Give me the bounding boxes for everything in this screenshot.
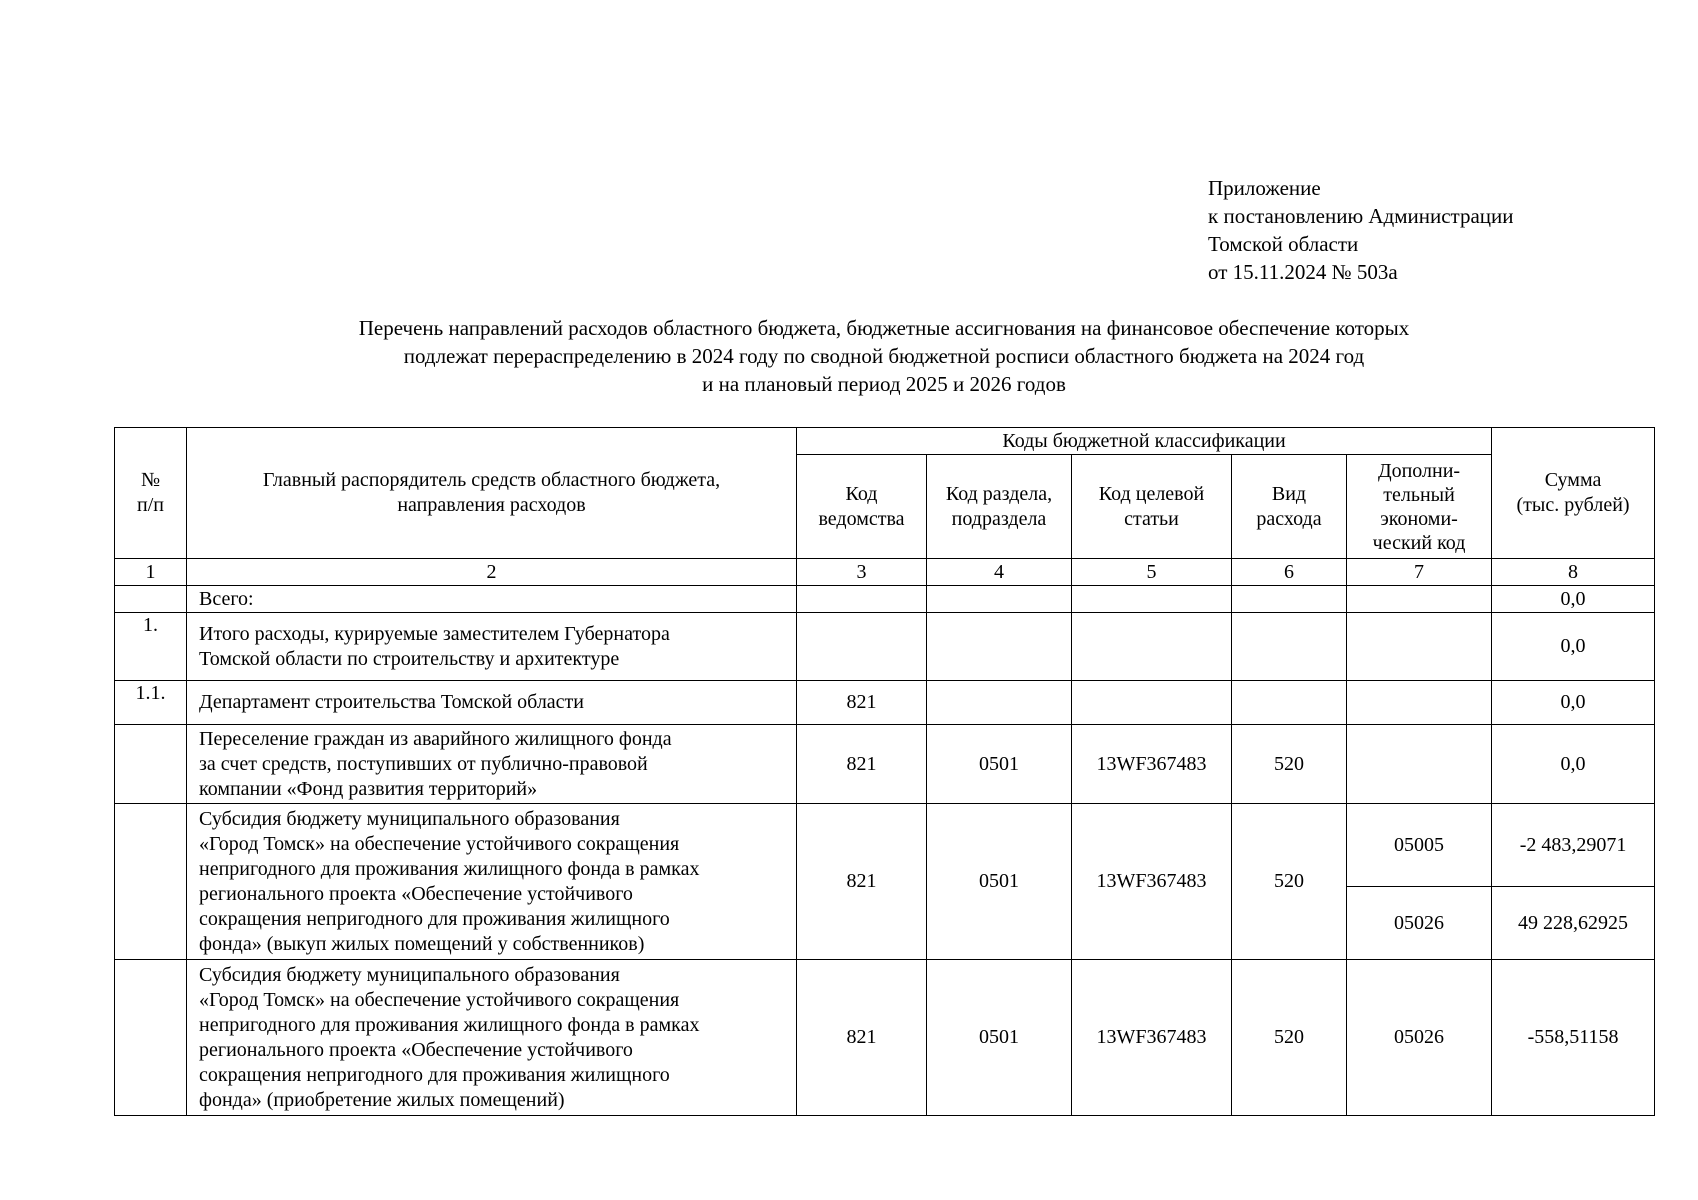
empty-cell bbox=[1347, 725, 1492, 804]
empty-cell bbox=[1072, 586, 1232, 613]
row-extra-code: 05026 bbox=[1347, 960, 1492, 1116]
table-row-buyout-subsidy bbox=[115, 804, 1655, 887]
row-name: Итого расходы, курируемые заместителем Губернатора Томской области по строительству и архитектуре bbox=[187, 613, 797, 681]
row-extra-code: 05026 bbox=[1347, 887, 1492, 960]
header-sum: Сумма (тыс. рублей) bbox=[1492, 428, 1655, 559]
row-target-code: 13WF367483 bbox=[1072, 725, 1232, 804]
row-sum: 0,0 bbox=[1492, 681, 1655, 725]
header-expense-type: Вид расхода bbox=[1232, 455, 1347, 559]
row-name: Департамент строительства Томской области bbox=[187, 681, 797, 725]
row-section-code: 0501 bbox=[927, 960, 1072, 1116]
table-row-department bbox=[115, 681, 1655, 725]
row-sum: -2 483,29071 bbox=[1492, 804, 1655, 887]
row-dept-code: 821 bbox=[797, 725, 927, 804]
row-expense-type: 520 bbox=[1232, 725, 1347, 804]
table-row-curator bbox=[115, 613, 1655, 681]
row-sum: 0,0 bbox=[1492, 613, 1655, 681]
row-num bbox=[115, 586, 187, 613]
header-num: № п/п bbox=[115, 428, 187, 559]
row-name: Переселение граждан из аварийного жилищного фонда за счет средств, поступивших от публично-правовой компании «Фонд развития территорий» bbox=[187, 725, 797, 804]
column-number: 7 bbox=[1347, 559, 1492, 586]
empty-cell bbox=[1072, 613, 1232, 681]
row-sum: 49 228,62925 bbox=[1492, 887, 1655, 960]
row-name: Субсидия бюджету муниципального образования «Город Томск» на обеспечение устойчивого сокращения непригодного для проживания жилищного фонда в рамках регионального проекта «Обеспечение устойчивого сокращения непригодного для проживания жилищного фонда» (выкуп жилых помещений у собственников) bbox=[187, 804, 797, 960]
table-row-purchase-subsidy bbox=[115, 960, 1655, 1116]
row-extra-code: 05005 bbox=[1347, 804, 1492, 887]
row-name: Субсидия бюджету муниципального образования «Город Томск» на обеспечение устойчивого сокращения непригодного для проживания жилищного фонда в рамках регионального проекта «Обеспечение устойчивого сокращения непригодного для проживания жилищного фонда» (приобретение жилых помещений) bbox=[187, 960, 797, 1116]
row-dept-code: 821 bbox=[797, 960, 927, 1116]
empty-cell bbox=[927, 586, 1072, 613]
column-number: 3 bbox=[797, 559, 927, 586]
empty-cell bbox=[927, 681, 1072, 725]
row-dept-code: 821 bbox=[797, 681, 927, 725]
appendix-line: Томской области bbox=[1208, 232, 1359, 256]
header-dept-code: Код ведомства bbox=[797, 455, 927, 559]
header-extra-code: Дополни- тельный экономи- ческий код bbox=[1347, 455, 1492, 559]
appendix-line: к постановлению Администрации bbox=[1208, 204, 1514, 228]
header-row bbox=[115, 428, 1655, 455]
empty-cell bbox=[797, 613, 927, 681]
title-line: подлежат перераспределению в 2024 году по сводной бюджетной росписи областного бюджета на 2024 год bbox=[403, 344, 1365, 368]
appendix-line: от 15.11.2024 № 503а bbox=[1208, 260, 1398, 284]
title-line: Перечень направлений расходов областного бюджета, бюджетные ассигнования на финансовое обеспечение которых bbox=[358, 316, 1410, 340]
empty-cell bbox=[1347, 613, 1492, 681]
table-row-resettlement bbox=[115, 725, 1655, 804]
empty-cell bbox=[1072, 681, 1232, 725]
empty-cell bbox=[1347, 681, 1492, 725]
row-section-code: 0501 bbox=[927, 725, 1072, 804]
empty-cell bbox=[927, 613, 1072, 681]
budget-table bbox=[114, 427, 1655, 1116]
header-codes-group: Коды бюджетной классификации bbox=[797, 428, 1492, 455]
appendix-line: Приложение bbox=[1208, 176, 1321, 200]
empty-cell bbox=[1232, 613, 1347, 681]
row-target-code: 13WF367483 bbox=[1072, 804, 1232, 960]
empty-cell bbox=[115, 804, 187, 960]
row-dept-code: 821 bbox=[797, 804, 927, 960]
header-section-code: Код раздела, подраздела bbox=[927, 455, 1072, 559]
column-number: 8 bbox=[1492, 559, 1655, 586]
header-target-code: Код целевой статьи bbox=[1072, 455, 1232, 559]
title-line: и на плановый период 2025 и 2026 годов bbox=[702, 372, 1066, 396]
column-number: 6 bbox=[1232, 559, 1347, 586]
empty-cell bbox=[797, 586, 927, 613]
row-sum: 0,0 bbox=[1492, 725, 1655, 804]
empty-cell bbox=[1347, 586, 1492, 613]
appendix-block bbox=[1208, 174, 1514, 286]
row-num: 1.1. bbox=[115, 681, 187, 725]
empty-cell bbox=[1232, 586, 1347, 613]
row-num: 1. bbox=[115, 613, 187, 681]
document-title bbox=[114, 314, 1654, 398]
empty-cell bbox=[115, 725, 187, 804]
row-sum: 0,0 bbox=[1492, 586, 1655, 613]
row-expense-type: 520 bbox=[1232, 960, 1347, 1116]
row-section-code: 0501 bbox=[927, 804, 1072, 960]
empty-cell bbox=[115, 960, 187, 1116]
column-number: 4 bbox=[927, 559, 1072, 586]
column-numbers-row bbox=[115, 559, 1655, 586]
row-sum: -558,51158 bbox=[1492, 960, 1655, 1116]
row-name: Всего: bbox=[187, 586, 797, 613]
row-target-code: 13WF367483 bbox=[1072, 960, 1232, 1116]
table-row-total bbox=[115, 586, 1655, 613]
row-expense-type: 520 bbox=[1232, 804, 1347, 960]
empty-cell bbox=[1232, 681, 1347, 725]
column-number: 2 bbox=[187, 559, 797, 586]
header-manager: Главный распорядитель средств областного бюджета, направления расходов bbox=[187, 428, 797, 559]
column-number: 5 bbox=[1072, 559, 1232, 586]
column-number: 1 bbox=[115, 559, 187, 586]
